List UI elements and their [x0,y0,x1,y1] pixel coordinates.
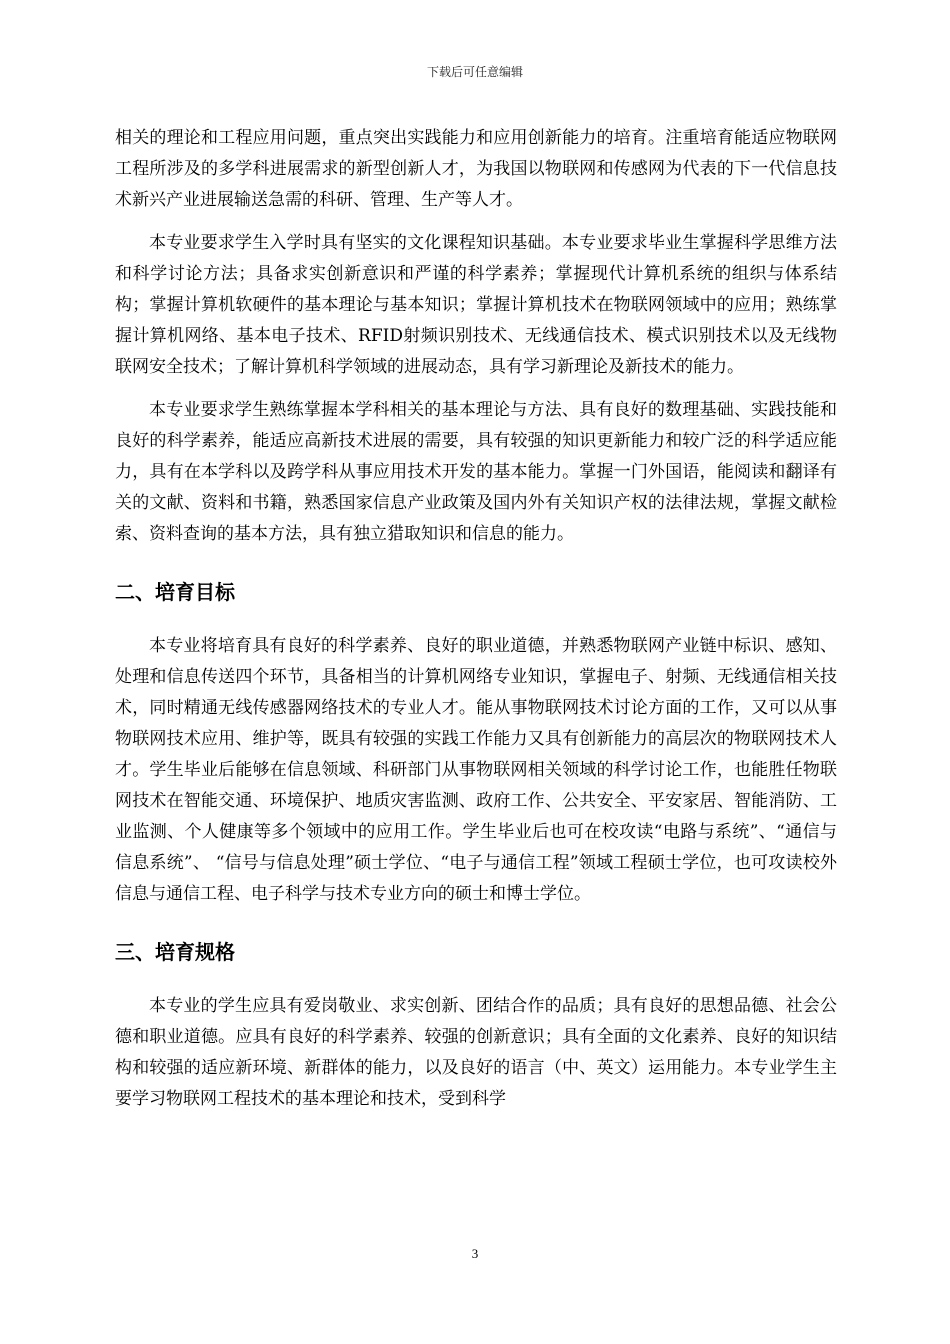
paragraph-training-goals: 本专业将培育具有良好的科学素养、良好的职业道德，并熟悉物联网产业链中标识、感知、处理和信息传送四个环节，具备相当的计算机网络专业知识，掌握电子、射频、无线通信相关技术，同时精通无线传感器网络技术的专业人才。能从事物联网技术讨论方面的工作，又可以从事物联网技术应用、维护等，既具有较强的实践工作能力又具有创新能力的高层次的物联网技术人才。学生毕业后能够在信息领域、科研部门从事物联网相关领域的科学讨论工作，也能胜任物联网技术在智能交通、环境保护、地质灾害监测、政府工作、公共安全、平安家居、智能消防、工业监测、个人健康等多个领域中的应用工作。学生毕业后也可在校攻读“电路与系统”、“通信与信息系统”、 “信号与信息处理”硕士学位、“电子与通信工程”领域工程硕士学位，也可攻读校外信息与通信工程、电子科学与技术专业方向的硕士和博士学位。 [115,636,837,904]
paragraph-training-specs: 本专业的学生应具有爱岗敬业、求实创新、团结合作的品质；具有良好的思想品德、社会公德和职业道德。应具有良好的科学素养、较强的创新意识；具有全面的文化素养、良好的知识结构和较强的适应新环境、新群体的能力，以及良好的语言（中、英文）运用能力。本专业学生主要学习物联网工程技术的基本理论和技术，受到科学 [115,996,837,1109]
page-header: 下载后可任意编辑 [426,65,523,79]
section-heading-training-specs: 三、培育规格 [115,940,235,964]
document-body [115,123,837,1115]
page-number: 3 [471,1246,479,1261]
paragraph-continuation: 相关的理论和工程应用问题，重点突出实践能力和应用创新能力的培育。注重培育能适应物联网工程所涉及的多学科进展需求的新型创新人才，为我国以物联网和传感网为代表的下一代信息技术新兴产业进展输送急需的科研、管理、生产等人才。 [115,128,837,210]
section-heading-training-goals: 二、培育目标 [115,580,235,604]
paragraph-skill-requirements: 本专业要求学生熟练掌握本学科相关的基本理论与方法、具有良好的数理基础、实践技能和良好的科学素养，能适应高新技术进展的需要，具有较强的知识更新能力和较广泛的科学适应能力，具有在本学科以及跨学科从事应用技术开发的基本能力。掌握一门外国语，能阅读和翻译有关的文献、资料和书籍，熟悉国家信息产业政策及国内外有关知识产权的法律法规，掌握文献检索、资料查询的基本方法，具有独立猎取知识和信息的能力。 [115,400,837,544]
paragraph-entry-requirements: 本专业要求学生入学时具有坚实的文化课程知识基础。本专业要求毕业生掌握科学思维方法和科学讨论方法；具备求实创新意识和严谨的科学素养；掌握现代计算机系统的组织与体系结构；掌握计算机软硬件的基本理论与基本知识；掌握计算机技术在物联网领域中的应用；熟练掌握计算机网络、基本电子技术、RFID射频识别技术、无线通信技术、模式识别技术以及无线物联网安全技术；了解计算机科学领域的进展动态，具有学习新理论及新技术的能力。 [115,233,837,377]
